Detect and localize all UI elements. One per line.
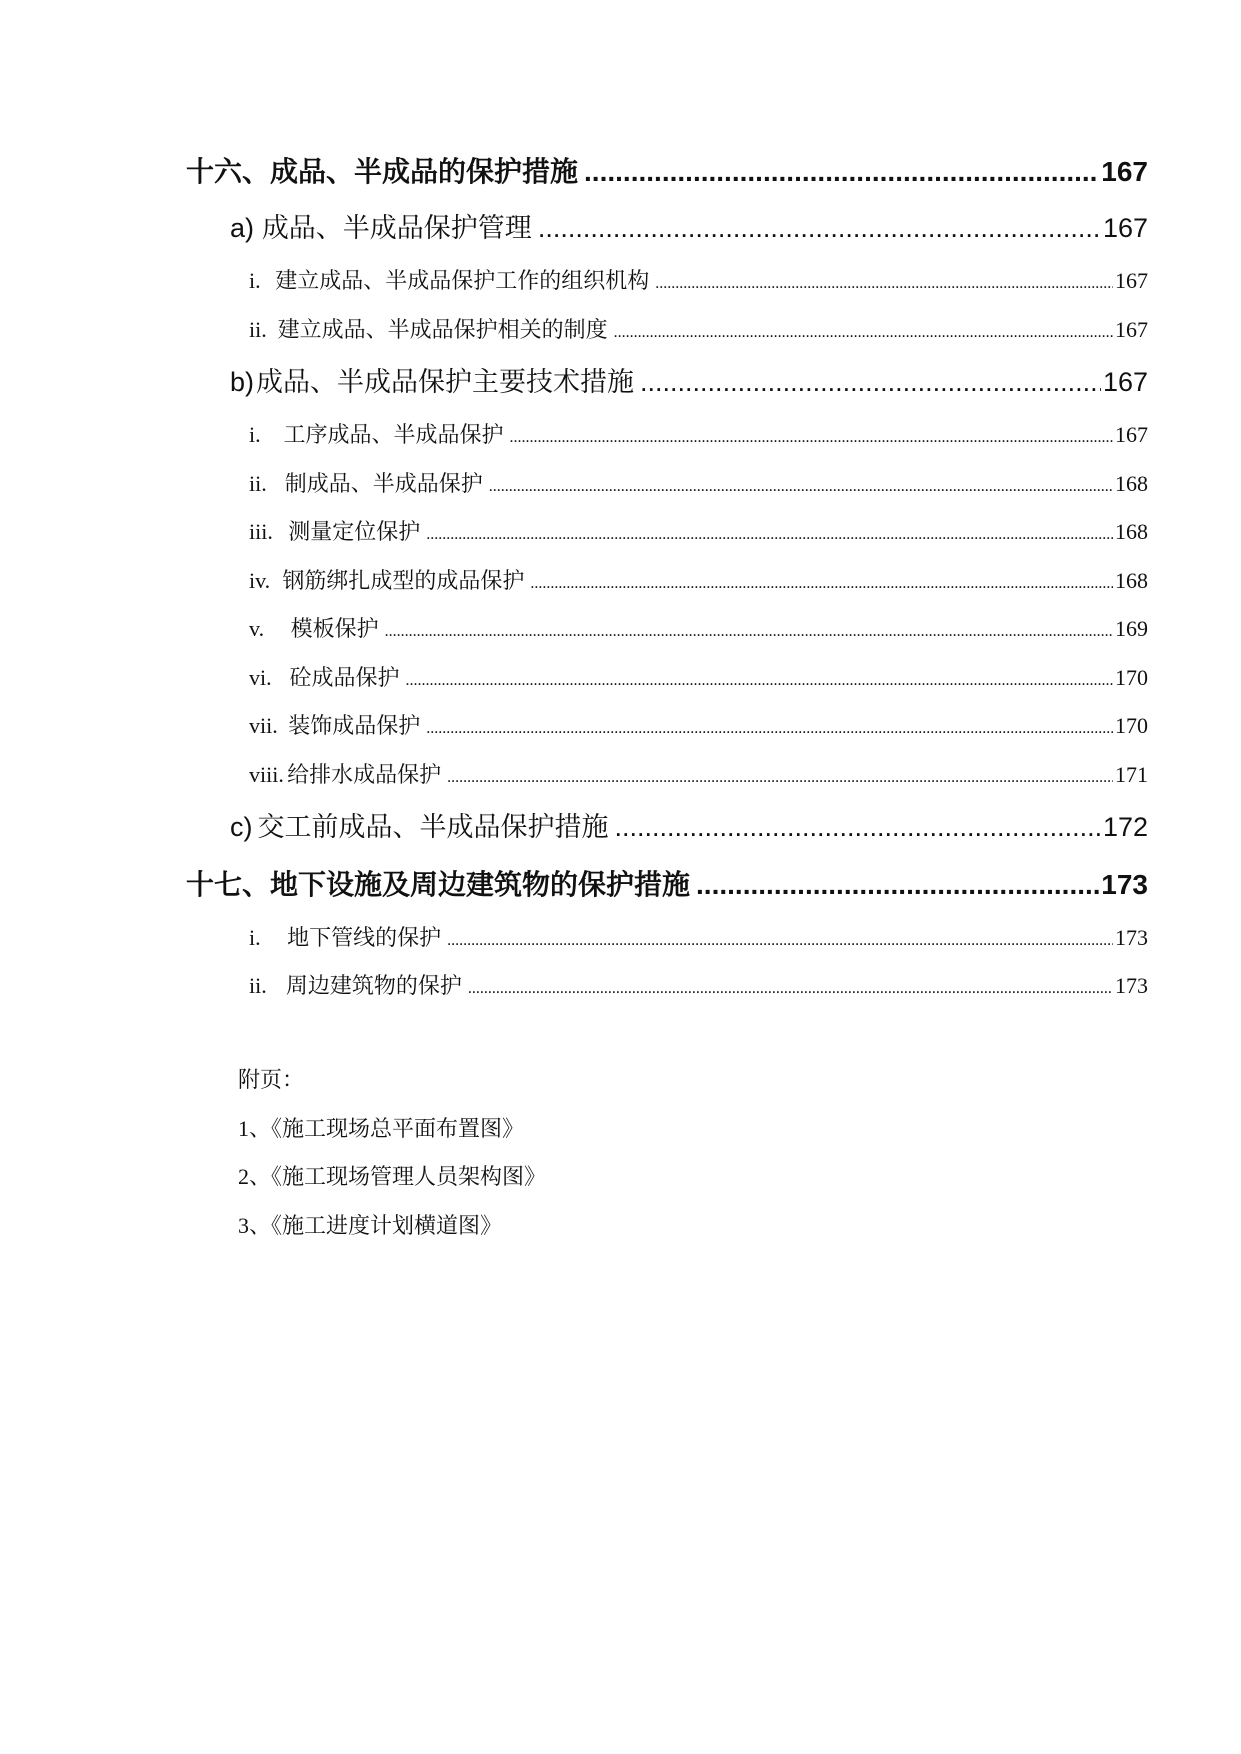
- toc-title: 成品、半成品保护管理: [261, 213, 532, 243]
- toc-title: 成品、半成品的保护措施: [270, 156, 579, 187]
- toc-number: a): [230, 213, 255, 243]
- toc-entry-level3[interactable]: [249, 418, 1148, 449]
- appendix-item: 3、《施工进度计划横道图》: [238, 1213, 503, 1238]
- toc-entry-level3[interactable]: [249, 709, 1148, 740]
- toc-entry-level1[interactable]: [186, 863, 1148, 903]
- toc-leader-dots: [426, 519, 1113, 545]
- toc-page-number: 167: [1101, 156, 1148, 187]
- toc-entry-level3[interactable]: [249, 921, 1148, 952]
- toc-entry-level3[interactable]: [249, 661, 1148, 692]
- toc-number: v.: [249, 616, 265, 641]
- toc-number: b): [230, 367, 255, 397]
- toc-entry-level3[interactable]: [249, 515, 1148, 546]
- toc-entry-level3[interactable]: [249, 313, 1148, 344]
- toc-leader-dots: [614, 812, 1100, 843]
- toc-title: 成品、半成品保护主要技术措施: [256, 367, 635, 397]
- toc-number: iv.: [249, 568, 271, 593]
- toc-leader-dots: [385, 616, 1113, 642]
- toc-entry-level3[interactable]: [249, 264, 1148, 295]
- toc-leader-dots: [447, 762, 1113, 788]
- toc-page-number: 169: [1115, 616, 1148, 641]
- toc-leader-dots: [614, 317, 1113, 343]
- toc-title: 模板保护: [290, 616, 379, 641]
- toc-title: 交工前成品、半成品保护措施: [257, 812, 609, 842]
- toc-number: ii.: [249, 973, 267, 998]
- toc-number: 十六、: [186, 156, 271, 187]
- toc-number: viii.: [249, 762, 284, 787]
- toc-page-number: 168: [1115, 568, 1148, 593]
- appendix-heading: 附页：: [238, 1067, 305, 1092]
- toc-title: 建立成品、半成品保护工作的组织机构: [275, 268, 650, 293]
- toc-number: ii.: [249, 317, 267, 342]
- toc-entry-level2[interactable]: [230, 206, 1148, 245]
- toc-leader-dots: [426, 713, 1113, 739]
- toc-entry-level1[interactable]: [186, 150, 1148, 190]
- toc-page-number: 170: [1115, 713, 1148, 738]
- toc-number: vi.: [249, 665, 272, 690]
- toc-page-number: 173: [1101, 869, 1148, 900]
- toc-number: c): [230, 812, 253, 842]
- toc-entry-level3[interactable]: [249, 969, 1148, 1000]
- toc-number: vii.: [249, 713, 278, 738]
- toc-page-number: 167: [1115, 317, 1148, 342]
- appendix-item: 2、《施工现场管理人员架构图》: [238, 1164, 547, 1189]
- appendix-item: 1、《施工现场总平面布置图》: [238, 1116, 525, 1141]
- toc-page-number: 167: [1115, 422, 1148, 447]
- toc-leader-dots: [489, 471, 1113, 497]
- toc-page-number: 167: [1102, 367, 1148, 397]
- toc-title: 制成品、半成品保护: [284, 471, 483, 496]
- toc-leader-dots: [510, 422, 1113, 448]
- toc-entry-level3[interactable]: [249, 467, 1148, 498]
- toc-leader-dots: [405, 665, 1113, 691]
- toc-title: 给排水成品保护: [287, 762, 442, 787]
- toc-leader-dots: [538, 213, 1101, 244]
- toc-entry-level3[interactable]: [249, 758, 1148, 789]
- toc-page-number: 173: [1115, 925, 1148, 950]
- toc-title: 砼成品保护: [289, 665, 400, 690]
- toc-title: 地下管线的保护: [287, 925, 442, 950]
- toc-title: 工序成品、半成品保护: [283, 422, 504, 447]
- toc-number: 十七、: [186, 869, 271, 900]
- toc-leader-dots: [584, 156, 1099, 188]
- toc-page-number: 168: [1115, 471, 1148, 496]
- toc-leader-dots: [696, 869, 1099, 901]
- toc-page-number: 167: [1102, 213, 1148, 243]
- toc-number: i.: [249, 422, 261, 447]
- toc-entry-level3[interactable]: [249, 612, 1148, 643]
- toc-leader-dots: [655, 268, 1113, 294]
- toc-title: 装饰成品保护: [288, 713, 421, 738]
- toc-title: 建立成品、半成品保护相关的制度: [277, 317, 608, 342]
- toc-number: ii.: [249, 471, 267, 496]
- toc-page-number: 173: [1115, 973, 1148, 998]
- toc-leader-dots: [640, 367, 1101, 398]
- toc-number: iii.: [249, 519, 273, 544]
- toc-title: 钢筋绑扎成型的成品保护: [282, 568, 525, 593]
- toc-entry-level3[interactable]: [249, 564, 1148, 595]
- toc-title: 地下设施及周边建筑物的保护措施: [270, 869, 691, 900]
- toc-title: 测量定位保护: [288, 519, 421, 544]
- toc-page-number: 168: [1115, 519, 1148, 544]
- toc-leader-dots: [447, 925, 1113, 951]
- toc-page-number: 171: [1115, 762, 1148, 787]
- toc-page-number: 167: [1115, 268, 1148, 293]
- toc-title: 周边建筑物的保护: [285, 973, 462, 998]
- toc-number: i.: [249, 268, 261, 293]
- toc-leader-dots: [468, 973, 1113, 999]
- toc-leader-dots: [530, 568, 1113, 594]
- toc-entry-level2[interactable]: [230, 360, 1148, 399]
- toc-page-number: 172: [1102, 812, 1148, 842]
- toc-number: i.: [249, 925, 261, 950]
- toc-entry-level2[interactable]: [230, 805, 1148, 844]
- toc-page-number: 170: [1115, 665, 1148, 690]
